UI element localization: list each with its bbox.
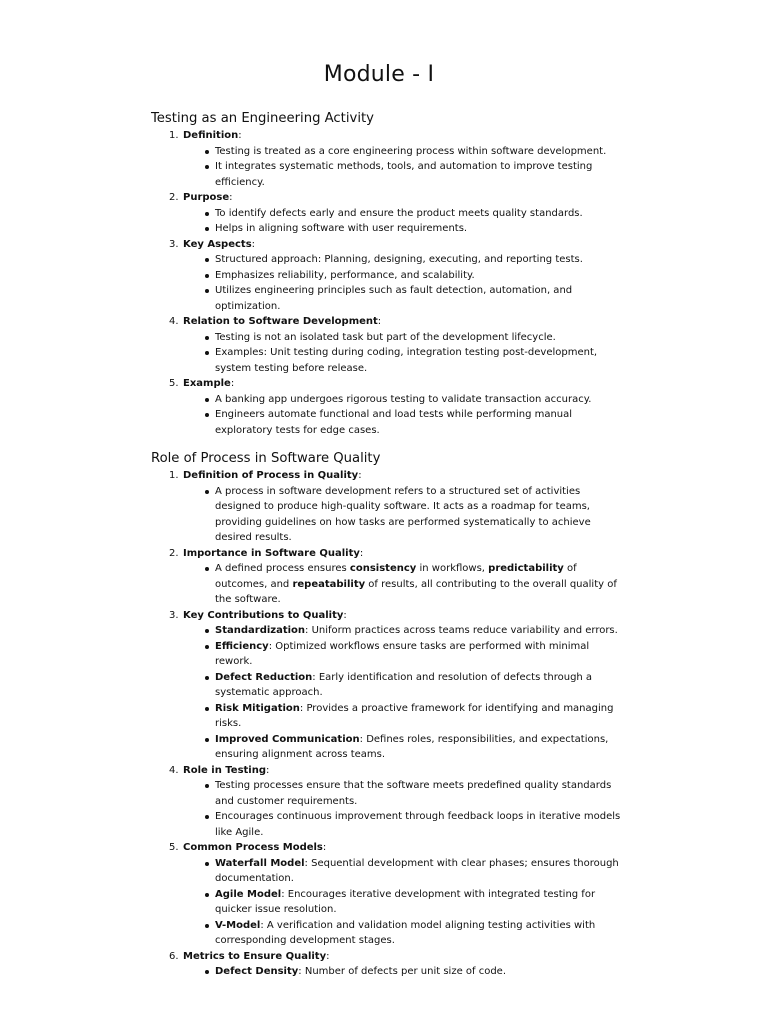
numbered-item: [151, 763, 621, 841]
section-testing-engineering-activity: [151, 111, 621, 438]
bold-term: Defect Density: [215, 966, 299, 977]
item-heading: Definition:: [183, 130, 242, 141]
bullet-list: [183, 252, 621, 314]
bold-term: Efficiency: [215, 640, 269, 652]
bullet-text: Emphasizes reliability, performance, and scalability.: [215, 269, 475, 281]
bullet-text: Examples: Unit testing during coding, integration testing post-development, system testing before release.: [215, 347, 598, 374]
bullet-text: A defined process ensures: [215, 563, 350, 574]
bullet-list: [183, 964, 621, 980]
bold-term: consistency: [349, 563, 417, 574]
numbered-item: [151, 468, 621, 546]
item-number: 2.: [169, 547, 179, 559]
page-title: Module - I: [323, 62, 435, 87]
item-heading: Key Contributions to Quality:: [183, 609, 347, 621]
item-label: Key Aspects: [183, 238, 252, 250]
item-number: 2.: [169, 192, 179, 203]
bullet-item: [215, 778, 621, 809]
item-number: 3.: [169, 238, 179, 250]
bullet-list: [183, 856, 621, 949]
bullet-text: Encourages continuous improvement through feedback loops in iterative models like Agile.: [215, 811, 621, 838]
bullet-text: : Encourages iterative development with integrated testing for quicker issue resolution.: [215, 888, 596, 915]
numbered-item: [151, 546, 621, 608]
numbered-item: [151, 949, 621, 980]
bullet-list: [183, 484, 621, 546]
bullet-text: Testing processes ensure that the software meets predefined quality standards and customer requirements.: [215, 780, 612, 807]
bullet-item: [215, 623, 621, 639]
item-number: 1.: [169, 470, 179, 481]
item-heading: Key Aspects:: [183, 238, 256, 250]
bullet-text: A banking app undergoes rigorous testing to validate transaction accuracy.: [215, 393, 592, 405]
bullet-item: [215, 639, 621, 670]
bullet-item: [215, 887, 621, 918]
bullet-text: Engineers automate functional and load tests while performing manual exploratory tests for edge cases.: [215, 409, 573, 436]
item-label: Relation to Software Development: [183, 316, 378, 327]
item-heading: Example:: [183, 378, 235, 389]
bullet-list: [183, 206, 621, 237]
bullet-text: : Optimized workflows ensure tasks are performed with minimal rework.: [215, 640, 590, 667]
item-label: Definition: [183, 130, 239, 141]
bullet-text: To identify defects early and ensure the product meets quality standards.: [215, 207, 583, 219]
bullet-item: [215, 701, 621, 732]
bullet-item: [215, 252, 621, 268]
bullet-list: [183, 392, 621, 439]
bullet-item: [215, 732, 621, 763]
numbered-item: [151, 190, 621, 237]
item-heading: Common Process Models:: [183, 842, 327, 853]
numbered-item: [151, 237, 621, 315]
bullet-item: [215, 144, 621, 160]
bullet-text: of results, all contributing to the overall quality of the software.: [215, 578, 617, 605]
bullet-list: [183, 330, 621, 377]
bullet-item: [215, 206, 621, 222]
item-heading: Relation to Software Development:: [183, 316, 382, 327]
bullet-text: : Provides a proactive framework for identifying and managing risks.: [215, 702, 614, 729]
bullet-text: Testing is not an isolated task but part of the development lifecycle.: [215, 331, 556, 343]
bold-term: predictability: [488, 563, 564, 574]
bullet-text: Testing is treated as a core engineering process within software development.: [215, 145, 607, 157]
bullet-text: : Defines roles, responsibilities, and expectations, ensuring alignment across teams.: [215, 733, 609, 760]
bold-term: repeatability: [292, 578, 366, 590]
bullet-item: [215, 407, 621, 438]
bullet-text: It integrates systematic methods, tools, and automation to improve testing efficiency.: [215, 161, 593, 188]
item-label: Common Process Models: [183, 842, 323, 853]
bullet-item: [215, 159, 621, 190]
item-label: Role in Testing: [183, 764, 267, 776]
item-heading: Metrics to Ensure Quality:: [183, 950, 330, 962]
section-role-of-process: [151, 451, 621, 980]
item-label: Example: [183, 378, 231, 389]
bold-term: Agile Model: [215, 888, 282, 900]
numbered-list: [151, 468, 621, 980]
bullet-item: [215, 561, 621, 608]
bullet-list: [183, 778, 621, 840]
item-number: 1.: [169, 130, 179, 141]
bullet-text: : Uniform practices across teams reduce variability and errors.: [305, 625, 618, 636]
bullet-item: [215, 221, 621, 237]
bold-term: Standardization: [215, 625, 306, 636]
bullet-list: [183, 623, 621, 763]
item-number: 4.: [169, 764, 179, 776]
bullet-text: Helps in aligning software with user requirements.: [215, 223, 468, 234]
bold-term: Defect Reduction: [215, 671, 313, 683]
item-number: 6.: [169, 950, 179, 962]
numbered-item: [151, 128, 621, 190]
item-number: 3.: [169, 609, 179, 621]
bullet-text: : A verification and validation model aligning testing activities with corresponding development stages.: [215, 919, 596, 946]
item-label: Purpose: [183, 192, 230, 203]
numbered-item: [151, 376, 621, 438]
bullet-item: [215, 809, 621, 840]
bullet-text: A process in software development refers to a structured set of activities designed to produce high-quality software. It acts as a roadmap for teams, providing guidelines on how tasks are performed systematically to achieve desired results.: [215, 485, 591, 543]
item-label: Metrics to Ensure Quality: [183, 950, 327, 962]
bullet-item: [215, 856, 621, 887]
bullet-text: of outcomes, and: [215, 563, 577, 590]
section-heading: Role of Process in Software Quality: [151, 451, 381, 466]
numbered-item: [151, 314, 621, 376]
bullet-text: Utilizes engineering principles such as fault detection, automation, and optimization.: [215, 285, 573, 312]
bullet-item: [215, 670, 621, 701]
bullet-item: [215, 345, 621, 376]
bullet-item: [215, 918, 621, 949]
bullet-list: [183, 561, 621, 608]
bullet-text: : Sequential development with clear phases; ensures thorough documentation.: [215, 857, 619, 884]
bullet-item: [215, 283, 621, 314]
bold-term: Risk Mitigation: [215, 702, 300, 714]
bold-term: Improved Communication: [215, 733, 360, 745]
item-number: 5.: [169, 842, 179, 853]
bullet-item: [215, 392, 621, 408]
bullet-item: [215, 964, 621, 980]
numbered-item: [151, 608, 621, 763]
item-heading: Purpose:: [183, 192, 233, 203]
bullet-item: [215, 268, 621, 284]
bullet-text: Structured approach: Planning, designing, executing, and reporting tests.: [215, 254, 583, 265]
item-heading: Importance in Software Quality:: [183, 547, 364, 559]
numbered-item: [151, 840, 621, 949]
bullet-text: : Early identification and resolution of defects through a systematic approach.: [215, 671, 593, 698]
bullet-text: in workflows,: [416, 563, 489, 574]
item-label: Key Contributions to Quality: [183, 609, 344, 621]
item-label: Definition of Process in Quality: [183, 470, 359, 481]
bullet-item: [215, 330, 621, 346]
section-heading: Testing as an Engineering Activity: [151, 111, 374, 126]
bold-term: V-Model: [215, 919, 261, 931]
item-number: 5.: [169, 378, 179, 389]
item-label: Importance in Software Quality: [183, 547, 360, 559]
bold-term: Waterfall Model: [215, 857, 305, 869]
bullet-item: [215, 484, 621, 546]
bullet-list: [183, 144, 621, 191]
bullet-text: : Number of defects per unit size of code.: [298, 966, 507, 977]
numbered-list: [151, 128, 621, 438]
item-heading: Role in Testing:: [183, 764, 270, 776]
item-number: 4.: [169, 316, 179, 327]
item-heading: Definition of Process in Quality:: [183, 470, 362, 481]
